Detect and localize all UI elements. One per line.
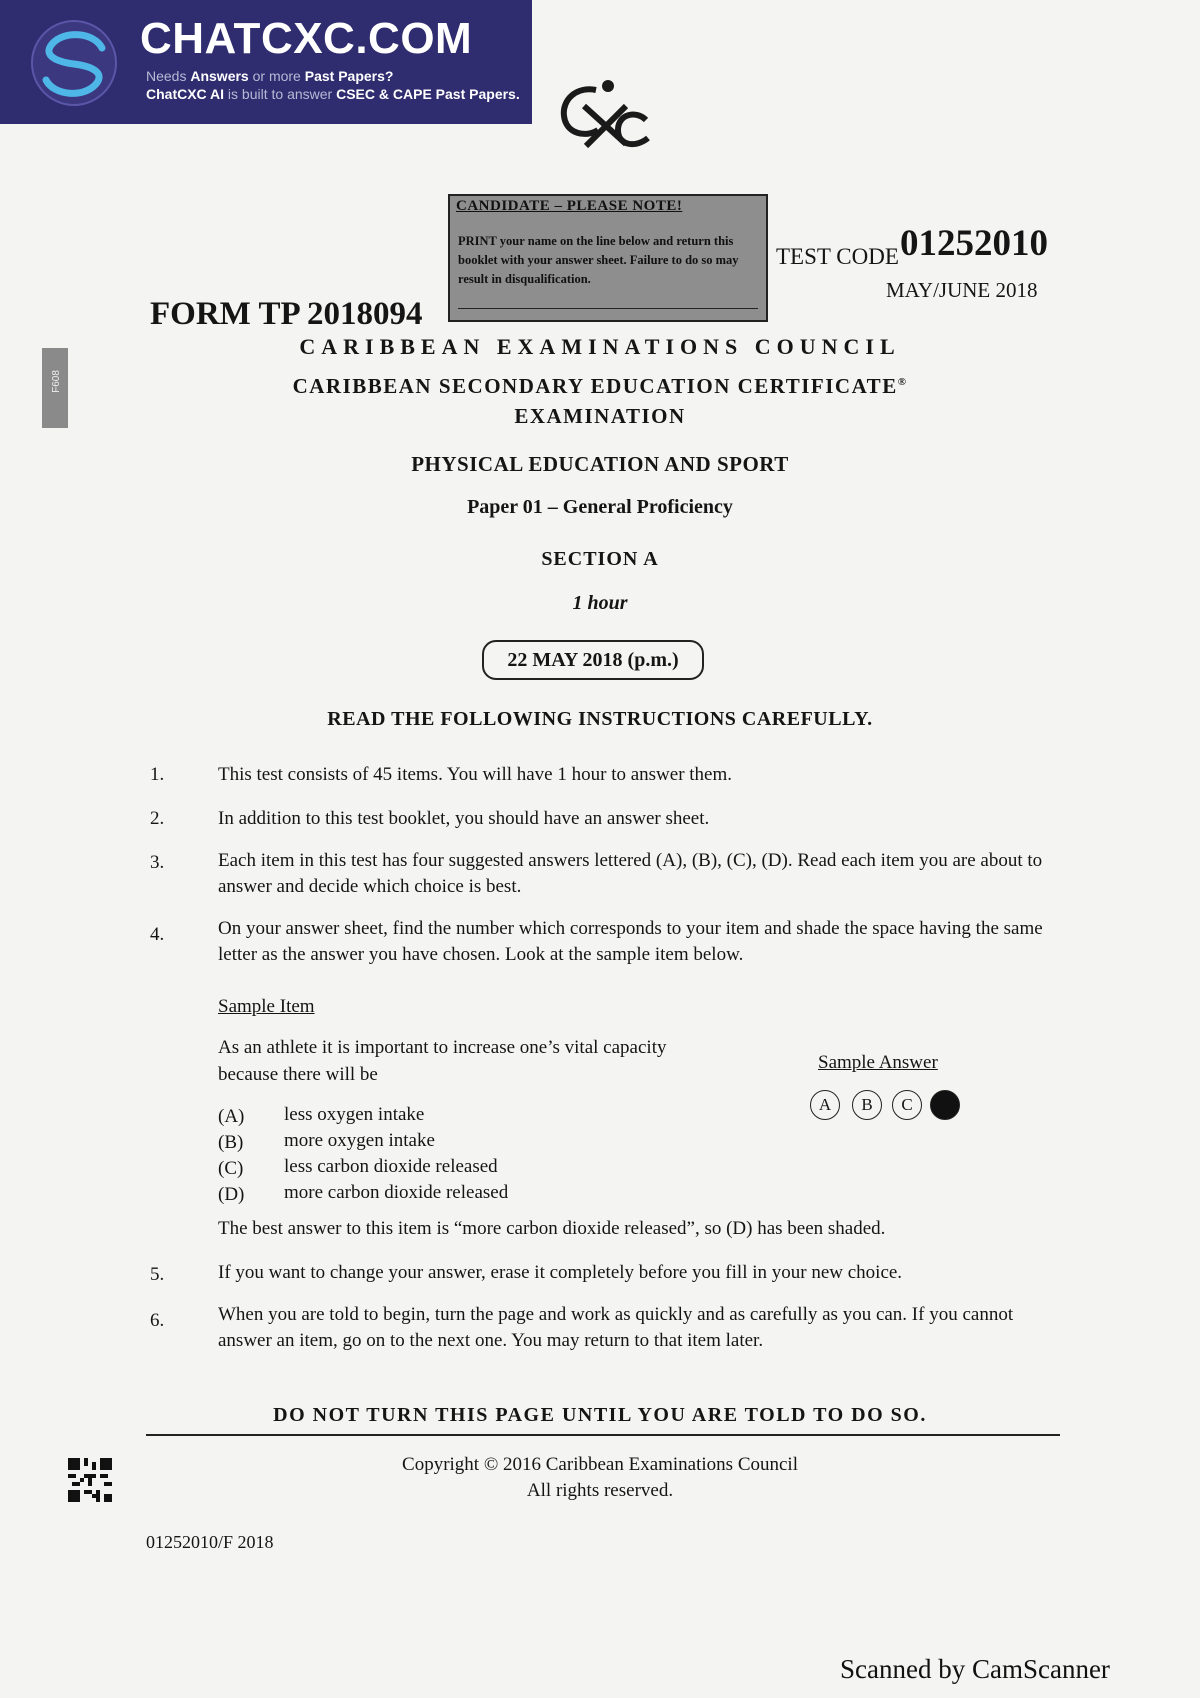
test-code-value: 01252010: [900, 223, 1048, 264]
instruction-number: 2.: [150, 808, 165, 829]
sample-answer-bubbles: [810, 1090, 970, 1130]
sample-option-text: less oxygen intake: [284, 1104, 425, 1125]
answer-bubble-c: C: [892, 1090, 922, 1120]
instruction-text: Each item in this test has four suggested answers lettered (A), (B), (C), (D). Read each item you are about to answer and decide which choice is best.: [218, 850, 1043, 897]
candidate-note-box: [448, 194, 768, 322]
do-not-turn-warning: DO NOT TURN THIS PAGE UNTIL YOU ARE TOLD TO DO SO.: [273, 1404, 927, 1426]
instruction-text: On your answer sheet, find the number which corresponds to your item and shade the space having the same letter as the answer you have chosen. Look at the sample item below.: [218, 918, 1043, 965]
examination-title: EXAMINATION: [514, 404, 686, 428]
sample-option-letter: (C): [218, 1158, 244, 1179]
instruction-number: 3.: [150, 852, 165, 873]
certificate-title: CARIBBEAN SECONDARY EDUCATION CERTIFICATE®: [292, 374, 908, 398]
sample-option-letter: (B): [218, 1132, 244, 1153]
instruction-number: 5.: [150, 1264, 165, 1285]
answer-bubble-d: D: [930, 1090, 960, 1120]
sample-question: As an athlete it is important to increase one’s vital capacity because there will be: [218, 1037, 667, 1085]
answer-bubble-b: B: [852, 1090, 882, 1120]
exam-session: MAY/JUNE 2018: [886, 278, 1038, 302]
council-name: CARIBBEAN EXAMINATIONS COUNCIL: [299, 334, 901, 359]
subject-title: PHYSICAL EDUCATION AND SPORT: [411, 452, 789, 476]
scanner-watermark: Scanned by CamScanner: [840, 1654, 1110, 1684]
form-number: FORM TP 2018094: [150, 296, 423, 332]
cxc-emblem-icon: [556, 76, 652, 152]
sample-answer-label: Sample Answer: [818, 1052, 938, 1073]
instruction-text: If you want to change your answer, erase it completely before you fill in your new choice.: [218, 1262, 903, 1283]
candidate-note-body: PRINT your name on the line below and return this booklet with your answer sheet. Failure to do so may result in disqualification.: [458, 234, 739, 286]
qr-code-icon: [68, 1458, 112, 1502]
paper-title: Paper 01 – General Proficiency: [467, 496, 733, 518]
sample-option-text: more carbon dioxide released: [284, 1182, 509, 1203]
exam-duration: 1 hour: [572, 592, 628, 614]
instruction-number: 6.: [150, 1310, 165, 1331]
side-tab-label: F608: [50, 370, 62, 393]
candidate-name-line[interactable]: [458, 308, 758, 309]
chatcxc-logo-icon: [24, 18, 124, 108]
instruction-number: 1.: [150, 764, 165, 785]
instruction-text: This test consists of 45 items. You will have 1 hour to answer them.: [218, 764, 733, 785]
copyright-line: Copyright © 2016 Caribbean Examinations Council: [402, 1454, 798, 1475]
banner-tagline-1: Needs Answers or more Past Papers?: [146, 68, 394, 84]
answer-bubble-a: A: [810, 1090, 840, 1120]
copyright-notice: [0, 1452, 1200, 1504]
instructions-heading: READ THE FOLLOWING INSTRUCTIONS CAREFULLY.: [327, 708, 873, 730]
sample-option-text: less carbon dioxide released: [284, 1156, 498, 1177]
document-code: 01252010/F 2018: [146, 1532, 274, 1552]
banner-tagline-2: ChatCXC AI is built to answer CSEC & CAPE Past Papers.: [146, 86, 520, 102]
exam-date: 22 MAY 2018 (p.m.): [482, 640, 704, 680]
footer-divider: [146, 1434, 1060, 1436]
instruction-number: 4.: [150, 924, 165, 945]
sample-item-label: Sample Item: [218, 996, 315, 1017]
test-code-label: TEST CODE: [776, 244, 899, 269]
sample-option-text: more oxygen intake: [284, 1130, 435, 1151]
sample-option-letter: (A): [218, 1106, 245, 1127]
instruction-text: When you are told to begin, turn the page and work as quickly and as carefully as you can. If you cannot answer an item, go on to the next one. You may return to that item later.: [218, 1304, 1014, 1351]
rights-line: All rights reserved.: [526, 1480, 674, 1501]
chatcxc-banner[interactable]: [0, 0, 532, 124]
instruction-text: In addition to this test booklet, you should have an answer sheet.: [218, 808, 710, 829]
sample-option-letter: (D): [218, 1184, 245, 1205]
candidate-note-title: CANDIDATE – PLEASE NOTE!: [456, 198, 683, 214]
sample-explanation: The best answer to this item is “more carbon dioxide released”, so (D) has been shaded.: [218, 1218, 886, 1239]
section-title: SECTION A: [541, 548, 659, 570]
banner-site-name: CHATCXC.COM: [140, 14, 473, 63]
